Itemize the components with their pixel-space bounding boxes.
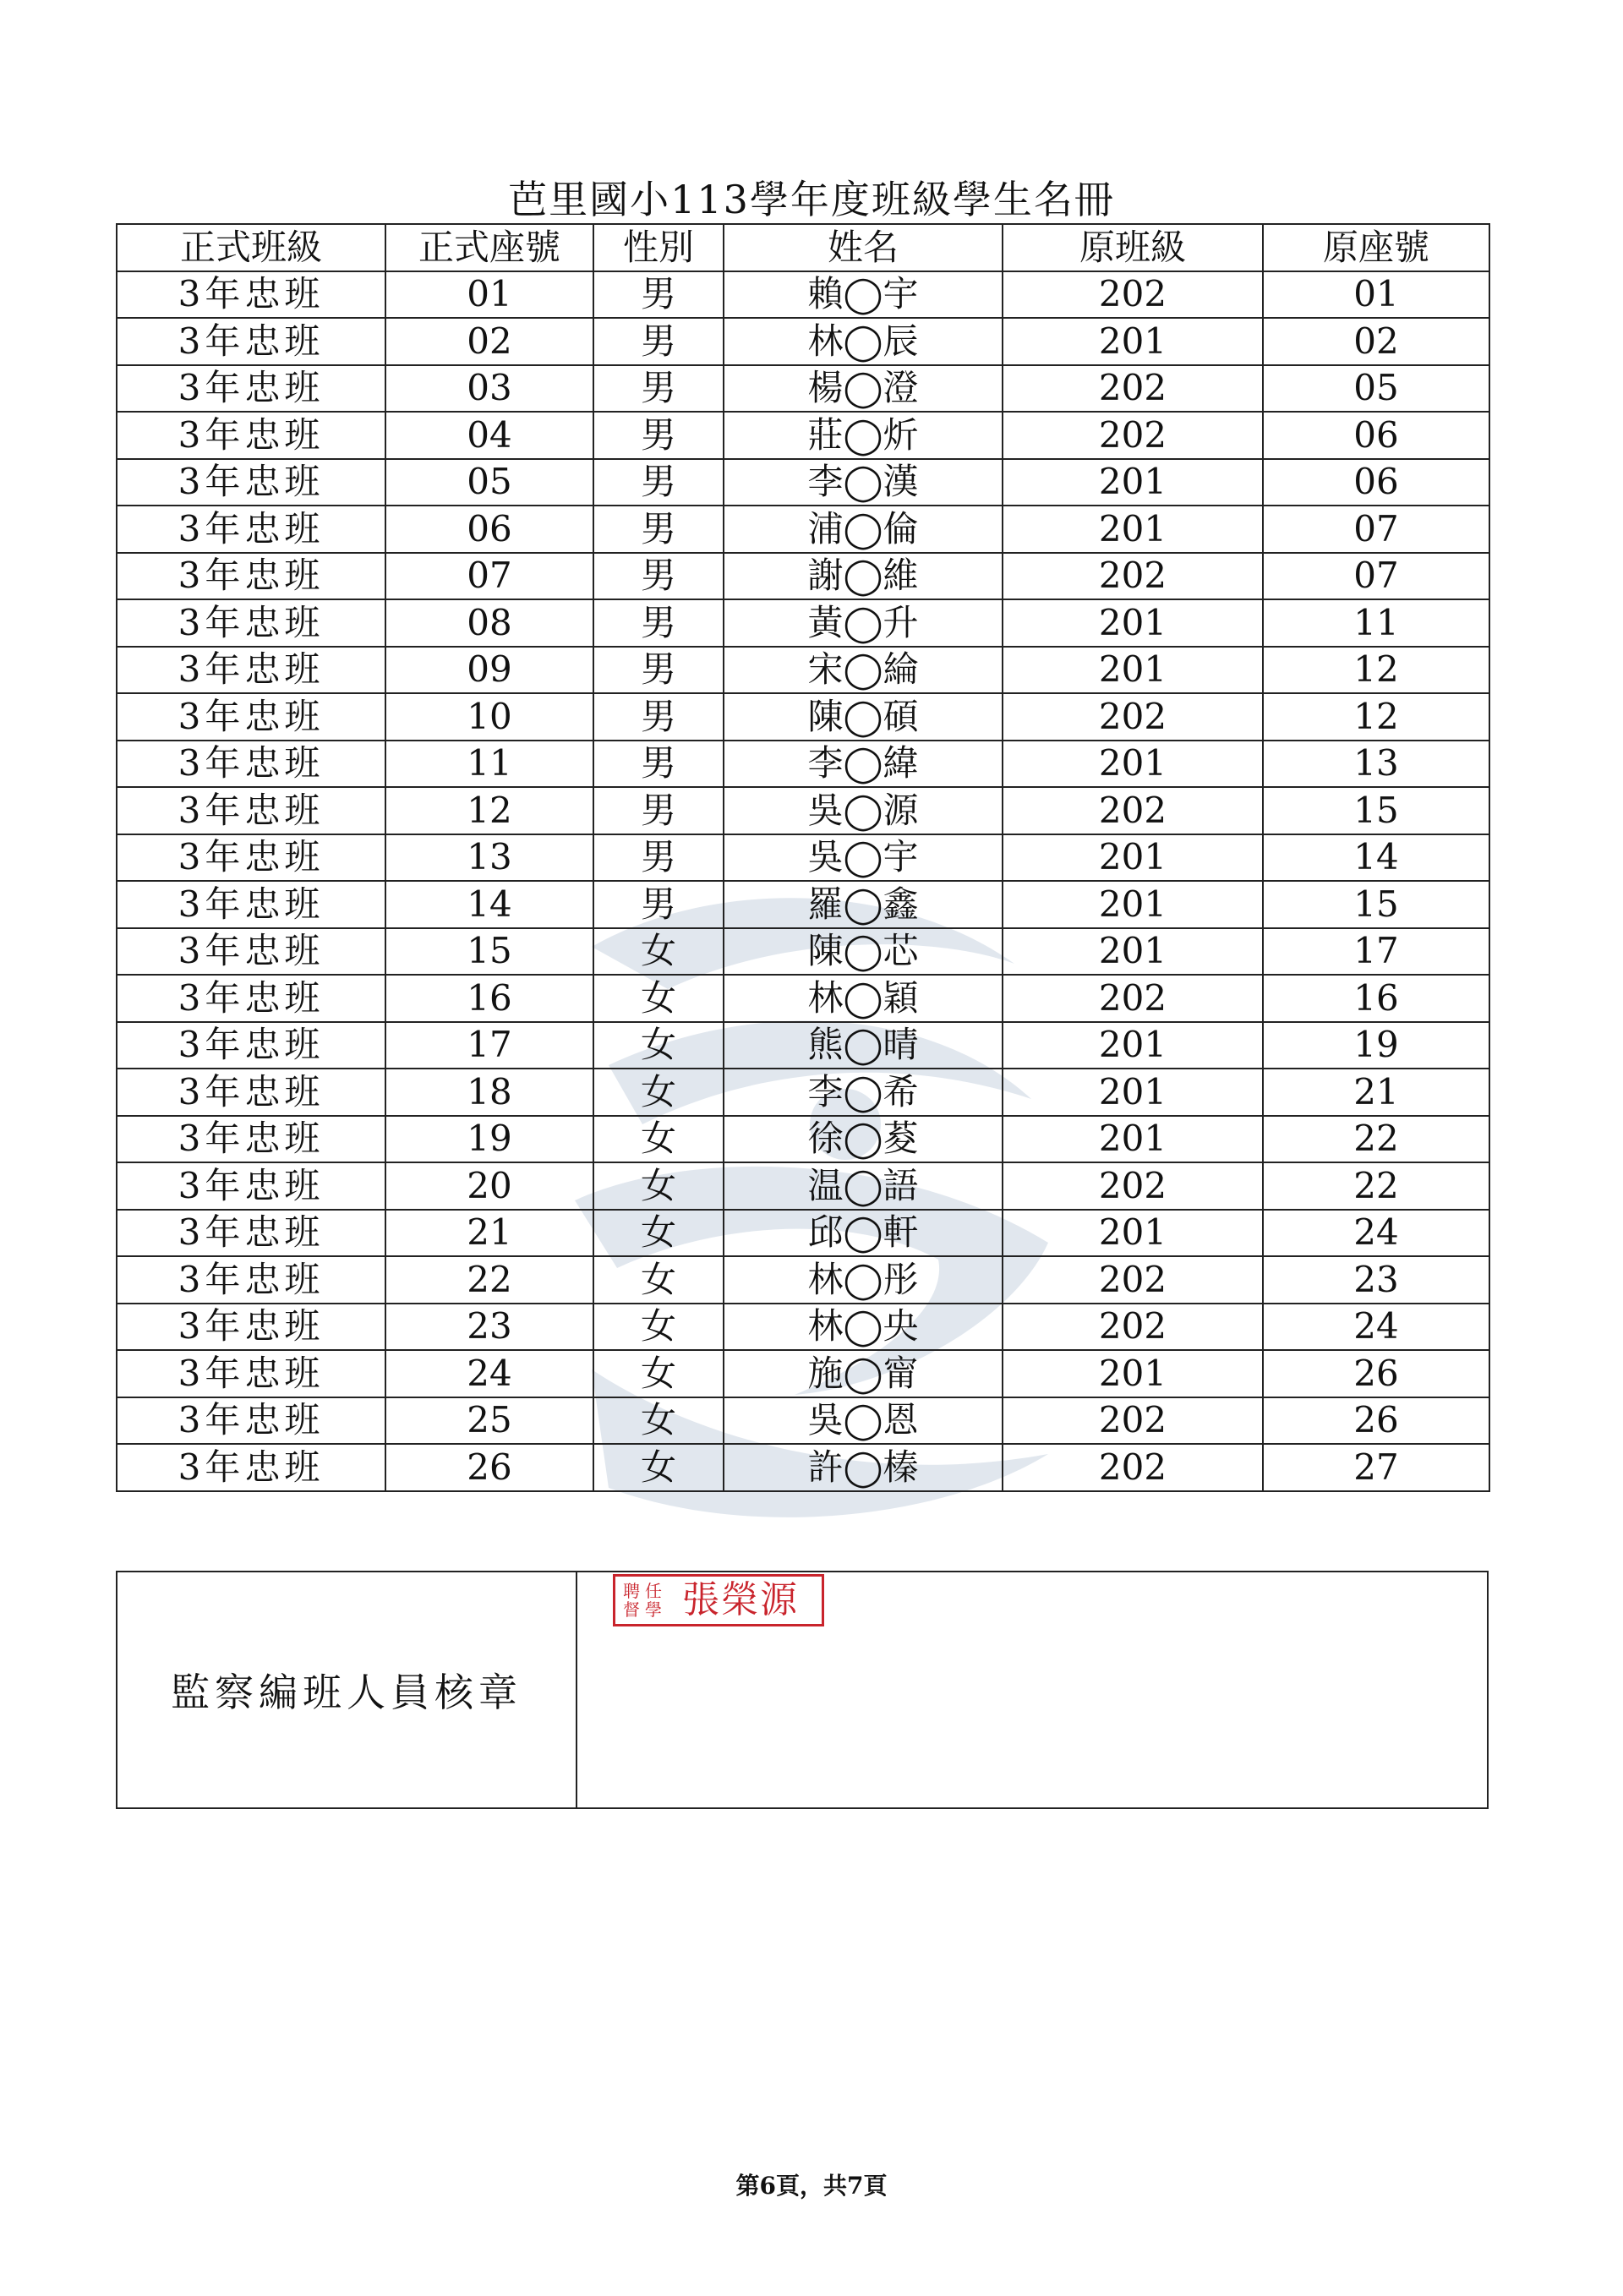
cell-original-seat: 26 [1263,1350,1489,1397]
cell-official-seat: 14 [385,881,593,928]
cell-original-seat: 12 [1263,693,1489,741]
seal-name: 張榮源 [682,1578,799,1621]
table-row [117,693,1489,741]
cell-official-seat: 05 [385,459,593,506]
table-row [117,318,1489,365]
cell-official-class: 3年忠班 [117,1116,385,1163]
cell-official-seat: 24 [385,1350,593,1397]
cell-original-class: 201 [1003,1116,1263,1163]
cell-original-seat: 05 [1263,365,1489,413]
header-original-seat: 原座號 [1263,224,1489,271]
cell-official-class: 3年忠班 [117,834,385,882]
cell-original-seat: 17 [1263,928,1489,976]
cell-official-seat: 16 [385,975,593,1022]
cell-original-class: 201 [1003,647,1263,694]
cell-student-name: 林◯穎 [724,975,1003,1022]
cell-official-seat: 21 [385,1210,593,1257]
cell-original-class: 202 [1003,1256,1263,1304]
cell-original-class: 201 [1003,881,1263,928]
cell-student-name: 吳◯宇 [724,834,1003,882]
cell-official-class: 3年忠班 [117,506,385,553]
table-row [117,1162,1489,1210]
cell-student-name: 邱◯軒 [724,1210,1003,1257]
table-row [117,459,1489,506]
cell-gender: 男 [593,647,724,694]
cell-original-seat: 24 [1263,1210,1489,1257]
cell-official-class: 3年忠班 [117,1069,385,1116]
cell-original-seat: 12 [1263,647,1489,694]
seal-title-char: 督 [623,1599,640,1620]
cell-official-class: 3年忠班 [117,1304,385,1351]
cell-official-seat: 06 [385,506,593,553]
cell-student-name: 熊◯晴 [724,1022,1003,1069]
cell-student-name: 黃◯升 [724,599,1003,647]
cell-official-seat: 11 [385,741,593,788]
header-official-class: 正式班級 [117,224,385,271]
cell-official-seat: 22 [385,1256,593,1304]
cell-official-seat: 20 [385,1162,593,1210]
table-row [117,647,1489,694]
cell-official-seat: 08 [385,599,593,647]
cell-official-seat: 26 [385,1444,593,1491]
cell-original-class: 202 [1003,1444,1263,1491]
header-name: 姓名 [724,224,1003,271]
table-row [117,928,1489,976]
cell-student-name: 林◯辰 [724,318,1003,365]
cell-official-seat: 15 [385,928,593,976]
cell-original-class: 201 [1003,928,1263,976]
cell-gender: 男 [593,834,724,882]
cell-student-name: 浦◯倫 [724,506,1003,553]
cell-original-seat: 26 [1263,1397,1489,1445]
cell-original-class: 201 [1003,1350,1263,1397]
cell-official-class: 3年忠班 [117,693,385,741]
cell-official-class: 3年忠班 [117,1350,385,1397]
table-row [117,1210,1489,1257]
cell-student-name: 羅◯鑫 [724,881,1003,928]
table-header-row [117,224,1489,271]
table-row [117,1444,1489,1491]
cell-official-class: 3年忠班 [117,1397,385,1445]
cell-official-class: 3年忠班 [117,318,385,365]
cell-student-name: 陳◯碩 [724,693,1003,741]
cell-original-seat: 22 [1263,1116,1489,1163]
cell-original-class: 202 [1003,553,1263,600]
seal-title-char: 學 [645,1599,662,1620]
cell-student-name: 吳◯恩 [724,1397,1003,1445]
cell-official-class: 3年忠班 [117,647,385,694]
cell-original-class: 201 [1003,741,1263,788]
cell-official-seat: 19 [385,1116,593,1163]
page-number: 第6頁，共7頁 [735,2172,888,2200]
cell-official-seat: 03 [385,365,593,413]
cell-original-class: 201 [1003,318,1263,365]
cell-gender: 女 [593,1069,724,1116]
cell-original-class: 201 [1003,599,1263,647]
cell-official-seat: 18 [385,1069,593,1116]
cell-gender: 女 [593,1022,724,1069]
cell-original-class: 201 [1003,459,1263,506]
cell-gender: 女 [593,1304,724,1351]
cell-official-class: 3年忠班 [117,365,385,413]
cell-original-seat: 02 [1263,318,1489,365]
cell-official-class: 3年忠班 [117,1022,385,1069]
cell-gender: 男 [593,459,724,506]
cell-official-class: 3年忠班 [117,881,385,928]
cell-official-seat: 13 [385,834,593,882]
cell-official-seat: 17 [385,1022,593,1069]
cell-original-seat: 15 [1263,787,1489,834]
cell-official-class: 3年忠班 [117,741,385,788]
table-row [117,553,1489,600]
cell-original-seat: 06 [1263,459,1489,506]
cell-gender: 男 [593,693,724,741]
cell-official-class: 3年忠班 [117,1162,385,1210]
cell-gender: 男 [593,506,724,553]
cell-original-class: 202 [1003,975,1263,1022]
seal-title-char: 聘 [623,1581,640,1601]
table-row [117,787,1489,834]
cell-official-seat: 09 [385,647,593,694]
cell-original-class: 201 [1003,1210,1263,1257]
cell-gender: 男 [593,599,724,647]
cell-student-name: 徐◯荾 [724,1116,1003,1163]
cell-student-name: 林◯彤 [724,1256,1003,1304]
cell-original-class: 201 [1003,1069,1263,1116]
cell-gender: 男 [593,318,724,365]
cell-student-name: 謝◯維 [724,553,1003,600]
cell-original-seat: 07 [1263,553,1489,600]
table-row [117,506,1489,553]
cell-original-class: 202 [1003,787,1263,834]
cell-gender: 男 [593,787,724,834]
cell-student-name: 陳◯芯 [724,928,1003,976]
cell-official-class: 3年忠班 [117,928,385,976]
table-row [117,599,1489,647]
cell-official-seat: 12 [385,787,593,834]
cell-gender: 男 [593,412,724,459]
table-row [117,271,1489,319]
seal-title-char: 任 [645,1581,662,1601]
cell-student-name: 賴◯宇 [724,271,1003,319]
cell-original-seat: 14 [1263,834,1489,882]
cell-gender: 女 [593,975,724,1022]
cell-official-class: 3年忠班 [117,1256,385,1304]
table-row [117,834,1489,882]
cell-official-class: 3年忠班 [117,459,385,506]
cell-original-seat: 27 [1263,1444,1489,1491]
cell-student-name: 莊◯炘 [724,412,1003,459]
cell-official-class: 3年忠班 [117,412,385,459]
cell-original-seat: 13 [1263,741,1489,788]
cell-original-class: 202 [1003,271,1263,319]
cell-official-class: 3年忠班 [117,599,385,647]
cell-student-name: 林◯央 [724,1304,1003,1351]
header-original-class: 原班級 [1003,224,1263,271]
cell-original-class: 202 [1003,1162,1263,1210]
table-row [117,1116,1489,1163]
cell-original-seat: 24 [1263,1304,1489,1351]
cell-student-name: 楊◯澄 [724,365,1003,413]
table-row [117,741,1489,788]
cell-original-seat: 07 [1263,506,1489,553]
cell-official-class: 3年忠班 [117,553,385,600]
table-row [117,365,1489,413]
cell-original-seat: 19 [1263,1022,1489,1069]
cell-student-name: 李◯希 [724,1069,1003,1116]
cell-official-class: 3年忠班 [117,787,385,834]
cell-gender: 女 [593,1256,724,1304]
cell-gender: 女 [593,1116,724,1163]
cell-gender: 女 [593,928,724,976]
cell-original-class: 202 [1003,412,1263,459]
cell-gender: 男 [593,365,724,413]
cell-original-class: 201 [1003,506,1263,553]
cell-student-name: 李◯緯 [724,741,1003,788]
cell-original-class: 202 [1003,693,1263,741]
header-official-seat: 正式座號 [385,224,593,271]
table-row [117,412,1489,459]
table-row [117,1022,1489,1069]
cell-gender: 女 [593,1350,724,1397]
table-row [117,975,1489,1022]
cell-original-seat: 01 [1263,271,1489,319]
cell-gender: 女 [593,1210,724,1257]
cell-original-seat: 22 [1263,1162,1489,1210]
table-row [117,1397,1489,1445]
cell-official-seat: 07 [385,553,593,600]
cell-student-name: 施◯甯 [724,1350,1003,1397]
cell-gender: 女 [593,1444,724,1491]
student-roster-table [116,223,1490,1492]
table-row [117,881,1489,928]
cell-student-name: 李◯漢 [724,459,1003,506]
table-row [117,1304,1489,1351]
cell-student-name: 許◯榛 [724,1444,1003,1491]
cell-original-class: 201 [1003,834,1263,882]
cell-official-seat: 23 [385,1304,593,1351]
table-row [117,1069,1489,1116]
cell-official-seat: 01 [385,271,593,319]
cell-original-class: 202 [1003,1397,1263,1445]
cell-official-seat: 04 [385,412,593,459]
cell-original-class: 202 [1003,365,1263,413]
cell-gender: 女 [593,1397,724,1445]
cell-official-seat: 25 [385,1397,593,1445]
cell-official-class: 3年忠班 [117,975,385,1022]
cell-student-name: 吳◯源 [724,787,1003,834]
cell-official-class: 3年忠班 [117,1444,385,1491]
cell-original-seat: 16 [1263,975,1489,1022]
cell-original-class: 201 [1003,1022,1263,1069]
cell-gender: 男 [593,741,724,788]
cell-original-seat: 11 [1263,599,1489,647]
cell-gender: 女 [593,1162,724,1210]
cell-official-seat: 02 [385,318,593,365]
table-row [117,1256,1489,1304]
approval-signature-label: 監察編班人員核章 [117,1572,577,1807]
cell-original-seat: 06 [1263,412,1489,459]
cell-original-seat: 23 [1263,1256,1489,1304]
cell-original-class: 202 [1003,1304,1263,1351]
cell-official-seat: 10 [385,693,593,741]
cell-official-class: 3年忠班 [117,1210,385,1257]
cell-student-name: 宋◯綸 [724,647,1003,694]
table-row [117,1350,1489,1397]
cell-gender: 男 [593,881,724,928]
header-gender: 性別 [593,224,724,271]
cell-student-name: 温◯語 [724,1162,1003,1210]
cell-gender: 男 [593,553,724,600]
cell-gender: 男 [593,271,724,319]
document-title: 芭里國小113學年度班級學生名冊 [508,177,1115,222]
cell-original-seat: 21 [1263,1069,1489,1116]
inspector-seal-stamp [613,1574,824,1626]
cell-original-seat: 15 [1263,881,1489,928]
seal-title [620,1582,664,1619]
cell-official-class: 3年忠班 [117,271,385,319]
